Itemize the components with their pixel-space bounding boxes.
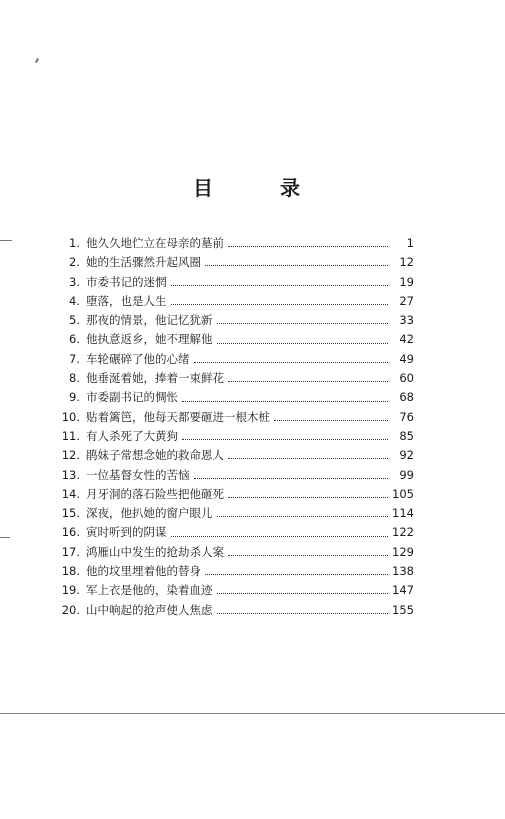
toc-page-number: 92: [399, 448, 414, 463]
toc-entry: [54, 408, 414, 427]
edge-mark: [0, 240, 12, 241]
toc-number: 12.: [61, 448, 80, 463]
toc-page-number: 85: [399, 428, 414, 443]
dot-leader: [182, 439, 388, 440]
toc-page-number: 122: [392, 525, 414, 540]
toc-number: 4.: [69, 293, 80, 308]
toc-title: 深夜，他扒她的窗户眼儿: [86, 506, 213, 521]
toc-page-number: 33: [399, 313, 414, 328]
toc-number: 1.: [69, 236, 80, 250]
toc-page-number: 12: [399, 255, 414, 270]
toc-number: 6.: [69, 332, 80, 347]
dot-leader: [194, 478, 389, 479]
dot-leader: [171, 304, 389, 305]
toc-number: 14.: [61, 486, 80, 501]
toc-title: 市委副书记的惆怅: [86, 390, 178, 405]
toc-title: 鸿雁山中发生的抢劫杀人案: [86, 544, 224, 559]
toc-entry: [54, 369, 414, 388]
dot-leader: [228, 381, 388, 382]
toc-entry: [54, 388, 414, 407]
toc-page-number: 147: [392, 583, 414, 598]
toc-title: 他的坟里埋着他的替身: [86, 564, 201, 579]
ink-speck: [35, 58, 39, 63]
dot-leader: [217, 516, 389, 517]
dot-leader: [217, 343, 389, 344]
toc-entry: [54, 581, 414, 600]
toc-entry: [54, 504, 414, 523]
bottom-rule: [0, 713, 505, 714]
toc-number: 2.: [69, 255, 80, 270]
dot-leader: [217, 323, 389, 324]
toc-page-number: 1: [406, 236, 414, 250]
toc-page-number: 60: [399, 371, 414, 386]
toc-number: 15.: [61, 506, 80, 521]
toc-title: 山中响起的抢声使人焦虑: [86, 602, 213, 617]
toc-number: 8.: [69, 371, 80, 386]
toc-title: 他垂涎着她，捧着一束鲜花: [86, 371, 224, 386]
dot-leader: [194, 362, 389, 363]
dot-leader: [228, 458, 388, 459]
toc-entry: [54, 234, 414, 253]
toc-title: 有人杀死了大黄狗: [86, 428, 178, 443]
dot-leader: [205, 574, 388, 575]
toc-page-number: 42: [399, 332, 414, 347]
toc-title: 堕落，也是人生: [86, 293, 167, 308]
toc-title: 车轮碾碎了他的心绪: [86, 351, 190, 366]
dot-leader: [228, 246, 388, 247]
toc-number: 10.: [61, 409, 80, 424]
toc-title: 军上衣是他的，染着血迹: [86, 583, 213, 598]
toc-entry: [54, 523, 414, 542]
toc-page-number: 129: [392, 544, 414, 559]
dot-leader: [228, 497, 388, 498]
toc-number: 3.: [69, 274, 80, 289]
toc-number: 13.: [61, 467, 80, 482]
toc-entry: [54, 543, 414, 562]
toc-title: 他久久地伫立在母亲的墓前: [86, 236, 224, 250]
dot-leader: [171, 536, 389, 537]
toc-page-number: 105: [392, 486, 414, 501]
toc-number: 5.: [69, 313, 80, 328]
dot-leader: [274, 420, 388, 421]
toc-entry: [54, 330, 414, 349]
dot-leader: [217, 593, 389, 594]
toc-entry: [54, 601, 414, 620]
toc-title: 月牙洞的落石险些把他砸死: [86, 486, 224, 501]
toc-page-number: 99: [399, 467, 414, 482]
toc-entry: [54, 350, 414, 369]
edge-mark: [0, 537, 10, 538]
toc-number: 11.: [61, 428, 80, 443]
dot-leader: [228, 555, 388, 556]
toc-number: 9.: [69, 390, 80, 405]
page-title: 目 录: [193, 176, 330, 200]
toc-page-number: 114: [392, 506, 414, 521]
toc-entry: [54, 427, 414, 446]
toc-title: 寅时听到的阴谋: [86, 525, 167, 540]
toc-number: 20.: [61, 602, 80, 617]
toc-entry: [54, 446, 414, 465]
toc-title: 市委书记的迷惘: [86, 274, 167, 289]
dot-leader: [182, 401, 388, 402]
toc-entry: [54, 562, 414, 581]
toc-entry: [54, 253, 414, 272]
toc-page-number: 76: [399, 409, 414, 424]
toc-entry: [54, 273, 414, 292]
toc-number: 17.: [61, 544, 80, 559]
toc-page-number: 19: [399, 274, 414, 289]
toc-entry: [54, 292, 414, 311]
toc-title: 他执意返乡，她不理解他: [86, 332, 213, 347]
toc-title: 贴着篱笆，他每天都要砸进一根木桩: [86, 409, 270, 424]
toc-entry: [54, 311, 414, 330]
dot-leader: [205, 265, 388, 266]
toc-page-number: 27: [399, 293, 414, 308]
toc-title: 一位基督女性的苦恼: [86, 467, 190, 482]
toc-number: 19.: [61, 583, 80, 598]
toc-title: 她的生活骤然升起风圈: [86, 255, 201, 270]
toc-page-number: 49: [399, 351, 414, 366]
toc-entry: [54, 466, 414, 485]
toc-title: 那夜的情景，他记忆犹新: [86, 313, 213, 328]
toc-page-number: 155: [392, 602, 414, 617]
dot-leader: [217, 613, 389, 614]
toc-title: 鹃妹子常想念她的救命恩人: [86, 448, 224, 463]
toc-entry: [54, 485, 414, 504]
toc-number: 18.: [61, 564, 80, 579]
toc-number: 7.: [69, 351, 80, 366]
toc-page-number: 68: [399, 390, 414, 405]
toc-number: 16.: [61, 525, 80, 540]
dot-leader: [171, 285, 389, 286]
table-of-contents: [54, 234, 414, 620]
toc-page-number: 138: [392, 564, 414, 579]
